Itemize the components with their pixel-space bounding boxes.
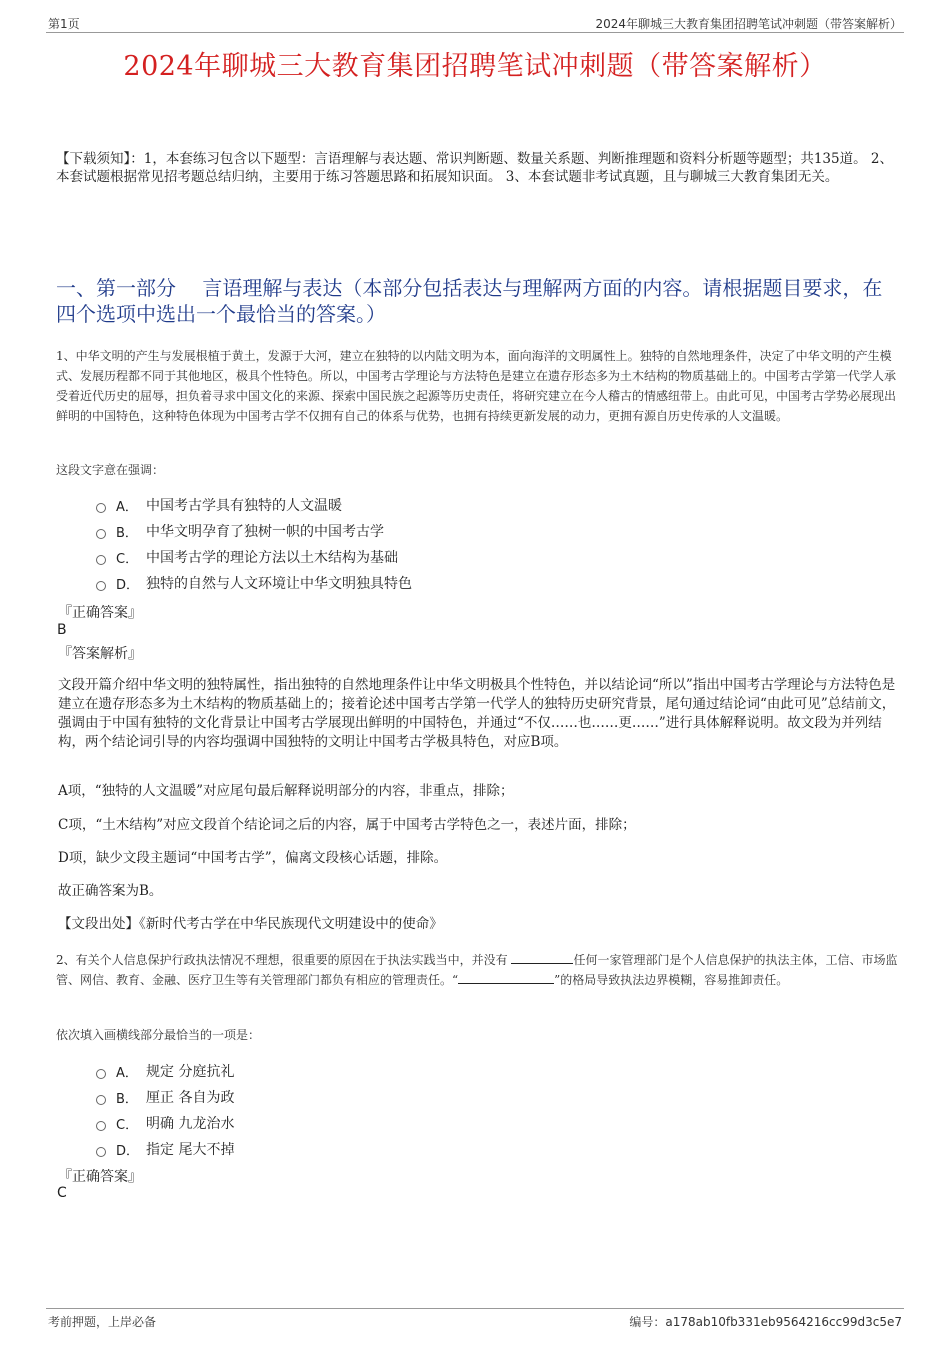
radio-icon[interactable] <box>96 503 106 513</box>
radio-icon[interactable] <box>96 1095 106 1105</box>
download-notice: 【下载须知】：1，本套练习包含以下题型：言语理解与表达题、常识判断题、数量关系题、判断推理题和资料分析题等题型；共135道。 2、本套试题根据常见招考题总结归纳，主要用于练习答题思路和拓展知识面。 3、本套试题非考试真题，且与聊城三大教育集团无关。 <box>56 151 893 185</box>
q1-option-b[interactable]: B． 中华文明孕育了独树一帜的中国考古学 <box>96 518 412 544</box>
q1-option-c[interactable]: C． 中国考古学的理论方法以土木结构为基础 <box>96 544 412 570</box>
q2-blank-1 <box>511 951 573 964</box>
q2-option-d[interactable]: D． 指定 尾大不掉 <box>96 1136 234 1162</box>
page-number: 第1页 <box>48 17 80 31</box>
page-title: 2024年聊城三大教育集团招聘笔试冲刺题（带答案解析） <box>123 51 827 82</box>
radio-icon[interactable] <box>96 555 106 565</box>
q2-blank-2 <box>458 971 554 984</box>
q1-exclude-c: C项，“土木结构”对应文段首个结论词之后的内容，属于中国考古学特色之一，表述片面，排除； <box>58 817 636 833</box>
q1-analysis-label: 『答案解析』 <box>58 646 142 662</box>
q1-answer: B <box>57 622 67 638</box>
radio-icon[interactable] <box>96 1069 106 1079</box>
page-header <box>46 14 904 33</box>
radio-icon[interactable] <box>96 529 106 539</box>
q1-option-a[interactable]: A． 中国考古学具有独特的人文温暖 <box>96 492 412 518</box>
q1-answer-label: 『正确答案』 <box>58 605 142 621</box>
radio-icon[interactable] <box>96 581 106 591</box>
q1-conclusion: 故正确答案为B。 <box>58 883 163 899</box>
footer-doc-id: 编号：a178ab10fb331eb9564216cc99d3c5e7 <box>629 1315 902 1329</box>
q1-options <box>96 492 412 596</box>
q2-options <box>96 1058 234 1162</box>
section-heading: 一、第一部分 言语理解与表达（本部分包括表达与理解两方面的内容。请根据题目要求，在四个选项中选出一个最恰当的答案。） <box>56 276 883 326</box>
q1-exclude-d: D项，缺少文段主题词“中国考古学”，偏离文段核心话题，排除。 <box>58 850 448 866</box>
q2-option-b[interactable]: B． 厘正 各自为政 <box>96 1084 234 1110</box>
q1-source: 【文段出处】《新时代考古学在中华民族现代文明建设中的使命》 <box>58 916 443 932</box>
page-footer <box>46 1308 904 1331</box>
q1-prompt: 这段文字意在强调： <box>56 463 165 477</box>
q1-option-d[interactable]: D． 独特的自然与人文环境让中华文明独具特色 <box>96 570 412 596</box>
q2-stem: 2、有关个人信息保护行政执法情况不理想，很重要的原因在于执法实践当中，并没有 任何一家管理部门是个人信息保护的执法主体，工信、市场监管、网信、教育、金融、医疗卫生等有关管理部门都负有相应的管理责任。“ ”的格局导致执法边界模糊，容易推卸责任。 <box>56 953 898 987</box>
q2-option-c[interactable]: C． 明确 九龙治水 <box>96 1110 234 1136</box>
q2-answer-label: 『正确答案』 <box>58 1169 142 1185</box>
q2-option-a[interactable]: A． 规定 分庭抗礼 <box>96 1058 234 1084</box>
q2-prompt: 依次填入画横线部分最恰当的一项是： <box>56 1028 261 1042</box>
footer-slogan: 考前押题，上岸必备 <box>48 1315 157 1329</box>
header-doc-title: 2024年聊城三大教育集团招聘笔试冲刺题（带答案解析） <box>595 17 902 31</box>
radio-icon[interactable] <box>96 1121 106 1131</box>
q1-analysis: 文段开篇介绍中华文明的独特属性，指出独特的自然地理条件让中华文明极具个性特色，并以结论词“所以”指出中国考古学理论与方法特色是建立在遗存形态多为土木结构的物质基础上的；接着论述中国考古学第一代学人的独特历史研究背景，尾句通过结论词“由此可见”总结前文，强调由于中国有独特的文化背景让中国考古学展现出鲜明的中国特色，并通过“不仅……也……更……”进行具体解释说明。故文段为并列结构，两个结论词引导的内容均强调中国独特的文明让中国考古学极具特色，对应B项。 <box>58 677 896 750</box>
q1-exclude-a: A项，“独特的人文温暖”对应尾句最后解释说明部分的内容，非重点，排除； <box>58 783 514 799</box>
q2-answer: C <box>57 1185 67 1201</box>
q1-stem: 1、中华文明的产生与发展根植于黄土，发源于大河，建立在独特的以内陆文明为本，面向海洋的文明属性上。独特的自然地理条件，决定了中华文明的产生模式、发展历程都不同于其他地区，极具个性特色。所以，中国考古学理论与方法特色是建立在遗存形态多为土木结构的物质基础上的。中国考古学第一代学人承受着近代历史的屈辱，担负着寻求中国文化的来源、探索中国民族之起源等历史责任，将研究建立在今人稽古的情感纽带上。由此可见，中国考古学势必展现出鲜明的中国特色，这种特色体现为中国考古学不仅拥有自己的体系与优势，也拥有持续更新发展的动力，更拥有源自历史传承的人文温暖。 <box>56 349 897 423</box>
radio-icon[interactable] <box>96 1147 106 1157</box>
